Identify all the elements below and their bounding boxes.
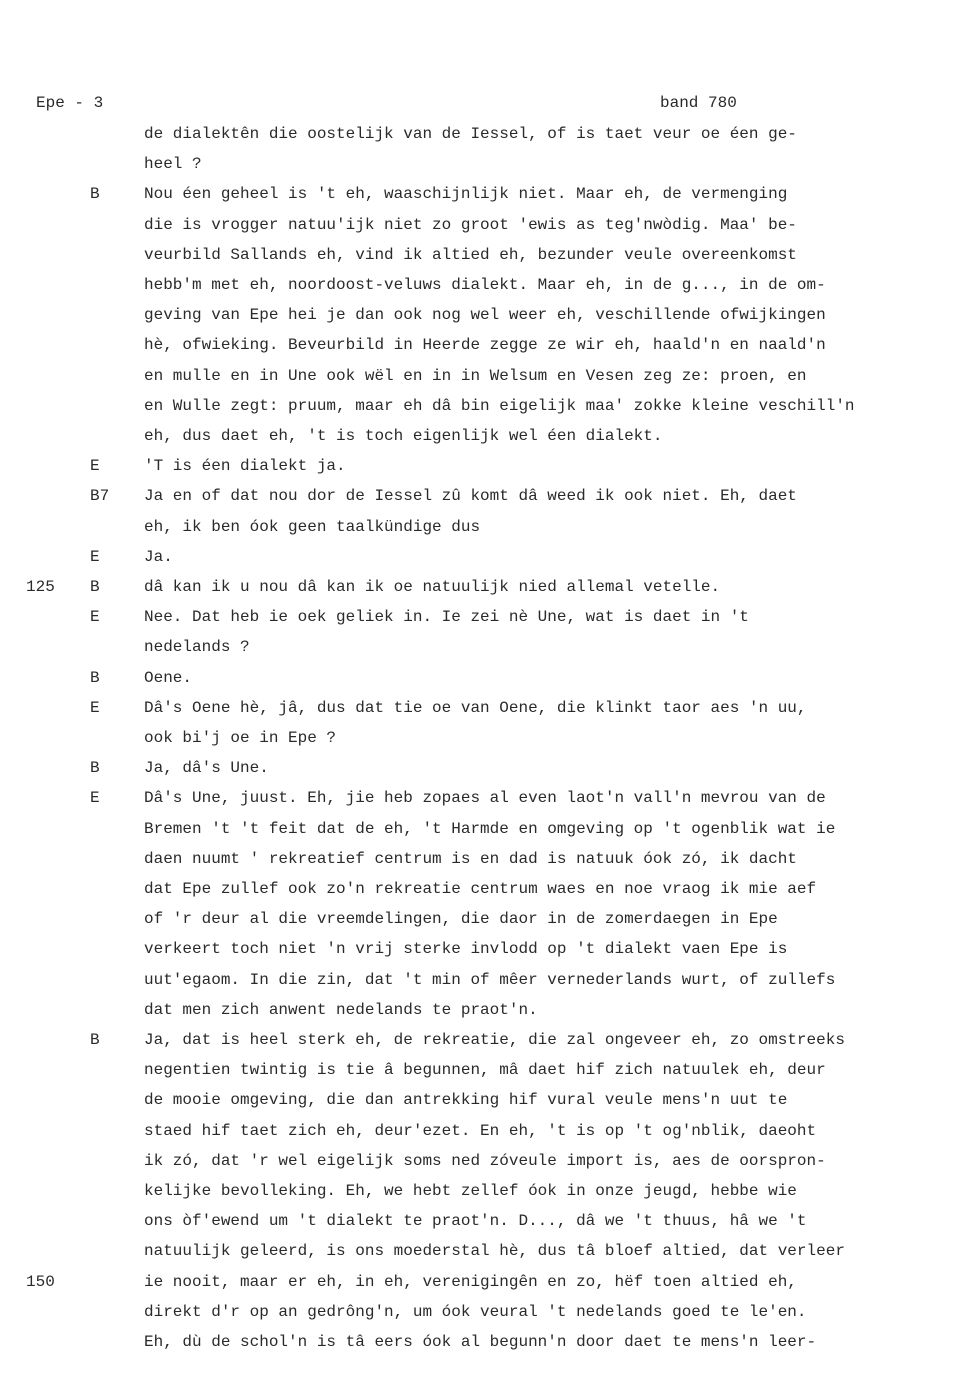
transcript-line — [0, 486, 966, 516]
line-text: Nou éen geheel is 't eh, waaschijnlijk niet. Maar eh, de vermenging — [144, 185, 788, 204]
speaker-label: B7 — [90, 487, 110, 506]
line-text: Dâ's Oene hè, jâ, dus dat tie oe van Oene, die klinkt taor aes 'n uu, — [144, 698, 807, 717]
line-number: 150 — [26, 1272, 55, 1291]
transcript-line — [0, 1332, 966, 1362]
line-text: Ja, dat is heel sterk eh, de rekreatie, die zal ongeveer eh, zo omstreeks — [144, 1031, 845, 1049]
page-header-location: Epe - 3 — [36, 94, 104, 112]
line-text: direkt d'r op an gedrông'n, um óok veural 't nedelands goed te le'en. — [144, 1302, 807, 1321]
line-text: heel ? — [144, 155, 202, 174]
line-text: ons òf'ewend um 't dialekt te praot'n. D..., dâ we 't thuus, hâ we 't — [144, 1212, 807, 1231]
transcript-line — [0, 668, 966, 698]
transcript-line — [0, 275, 966, 305]
line-text: Bremen 't 't feit dat de eh, 't Harmde en omgeving op 't ogenblik wat ie — [144, 819, 836, 838]
transcript-line — [0, 1090, 966, 1120]
speaker-label: E — [90, 698, 100, 717]
line-text: dat Epe zullef ook zo'n rekreatie centrum waes en noe vraog ik mie aef — [144, 880, 817, 898]
line-text: eh, ik ben óok geen taalkündige dus — [144, 517, 481, 536]
line-text: ook bi'j oe in Epe ? — [144, 729, 337, 747]
transcript-line — [0, 1181, 966, 1211]
transcript-line — [0, 215, 966, 245]
line-text: nedelands ? — [144, 638, 250, 657]
transcript-line — [0, 577, 966, 607]
transcript-line — [0, 819, 966, 849]
line-text: geving van Epe hei je dan ook nog wel weer eh, veschillende ofwijkingen — [144, 306, 826, 325]
line-text: kelijke bevolleking. Eh, we hebt zellef óok in onze jeugd, hebbe wie — [144, 1182, 797, 1200]
transcript-line — [0, 728, 966, 758]
transcript-line — [0, 637, 966, 667]
line-text: 'T is éen dialekt ja. — [144, 457, 346, 476]
transcript-line — [0, 788, 966, 818]
transcript-line — [0, 335, 966, 365]
line-text: natuulijk geleerd, is ons moederstal hè, dus tâ bloef altied, dat verleer — [144, 1242, 845, 1261]
transcript-line — [0, 607, 966, 637]
speaker-label: E — [90, 789, 100, 808]
transcript-line — [0, 909, 966, 939]
line-text: uut'egaom. In die zin, dat 't min of mêer vernederlands wurt, of zullefs — [144, 970, 836, 989]
line-text: en mulle en in Une ook wël en in in Welsum en Vesen zeg ze: proen, en — [144, 366, 807, 385]
transcript-line — [0, 517, 966, 547]
line-number: 125 — [26, 578, 55, 596]
transcript-line — [0, 426, 966, 456]
transcript-line — [0, 547, 966, 577]
page-header-tape: band 780 — [660, 94, 737, 112]
line-text: Dâ's Une, juust. Eh, jie heb zopaes al even laot'n vall'n mevrou van de — [144, 789, 826, 808]
line-text: en Wulle zegt: pruum, maar eh dâ bin eigelijk maa' zokke kleine veschill'n — [144, 396, 855, 415]
line-text: hè, ofwieking. Beveurbild in Heerde zegge ze wir eh, haald'n en naald'n — [144, 336, 826, 355]
line-text: ie nooit, maar er eh, in eh, verenigingên en zo, hëf toen altied eh, — [144, 1272, 797, 1291]
line-text: ik zó, dat 'r wel eigelijk soms ned zóveule import is, aes de oorspron- — [144, 1151, 826, 1170]
line-text: dat men zich anwent nedelands te praot'n. — [144, 1000, 538, 1019]
line-text: negentien twintig is tie â begunnen, mâ daet hif zich natuulek eh, deur — [144, 1061, 826, 1080]
line-text: veurbild Sallands eh, vind ik altied eh, bezunder veule overeenkomst — [144, 245, 797, 264]
transcript-line — [0, 1302, 966, 1332]
transcript-line — [0, 758, 966, 788]
transcript-line — [0, 1272, 966, 1302]
speaker-label: B — [90, 759, 100, 778]
transcript-line — [0, 305, 966, 335]
transcript-line — [0, 184, 966, 214]
transcript-line — [0, 456, 966, 486]
transcript-line — [0, 1000, 966, 1030]
line-text: Ja, dâ's Une. — [144, 759, 269, 778]
line-text: Oene. — [144, 668, 193, 687]
line-text: Nee. Dat heb ie oek geliek in. Ie zei nè Une, wat is daet in 't — [144, 608, 749, 627]
speaker-label: E — [90, 608, 100, 627]
line-text: eh, dus daet eh, 't is toch eigenlijk wel éen dialekt. — [144, 427, 663, 445]
transcript-line — [0, 1151, 966, 1181]
transcript-line — [0, 245, 966, 275]
line-text: Ja. — [144, 547, 173, 566]
line-text: hebb'm met eh, noordoost-veluws dialekt. Maar eh, in de g..., in de om- — [144, 276, 826, 294]
line-text: die is vrogger natuu'ijk niet zo groot 'ewis as teg'nwòdig. Maa' be- — [144, 215, 797, 234]
transcript-line — [0, 124, 966, 154]
line-text: verkeert toch niet 'n vrij sterke invlodd op 't dialekt vaen Epe is — [144, 940, 788, 959]
speaker-label: B — [90, 1031, 100, 1049]
speaker-label: E — [90, 547, 100, 566]
transcript-line — [0, 970, 966, 1000]
transcript-line — [0, 698, 966, 728]
transcript-line — [0, 849, 966, 879]
speaker-label: E — [90, 457, 100, 476]
transcript-line — [0, 396, 966, 426]
speaker-label: B — [90, 185, 100, 204]
line-text: Eh, dù de schol'n is tâ eers óok al begunn'n door daet te mens'n leer- — [144, 1333, 817, 1351]
speaker-label: B — [90, 578, 100, 596]
speaker-label: B — [90, 668, 100, 687]
transcript-line — [0, 1060, 966, 1090]
transcript-line — [0, 939, 966, 969]
transcript-line — [0, 1211, 966, 1241]
line-text: Ja en of dat nou dor de Iessel zû komt dâ weed ik ook niet. Eh, daet — [144, 487, 797, 506]
line-text: staed hif taet zich eh, deur'ezet. En eh, 't is op 't og'nblik, daeoht — [144, 1121, 817, 1140]
transcript-line — [0, 366, 966, 396]
line-text: de dialektên die oostelijk van de Iessel, of is taet veur oe éen ge- — [144, 125, 797, 143]
transcript-line — [0, 1030, 966, 1060]
line-text: dâ kan ik u nou dâ kan ik oe natuulijk nied allemal vetelle. — [144, 578, 721, 596]
transcript-line — [0, 1121, 966, 1151]
transcript-line — [0, 879, 966, 909]
transcript-line — [0, 154, 966, 184]
line-text: of 'r deur al die vreemdelingen, die daor in de zomerdaegen in Epe — [144, 910, 778, 929]
transcript-line — [0, 1241, 966, 1271]
line-text: de mooie omgeving, die dan antrekking hif vural veule mens'n uut te — [144, 1091, 788, 1110]
line-text: daen nuumt ' rekreatief centrum is en dad is natuuk óok zó, ik dacht — [144, 849, 797, 868]
